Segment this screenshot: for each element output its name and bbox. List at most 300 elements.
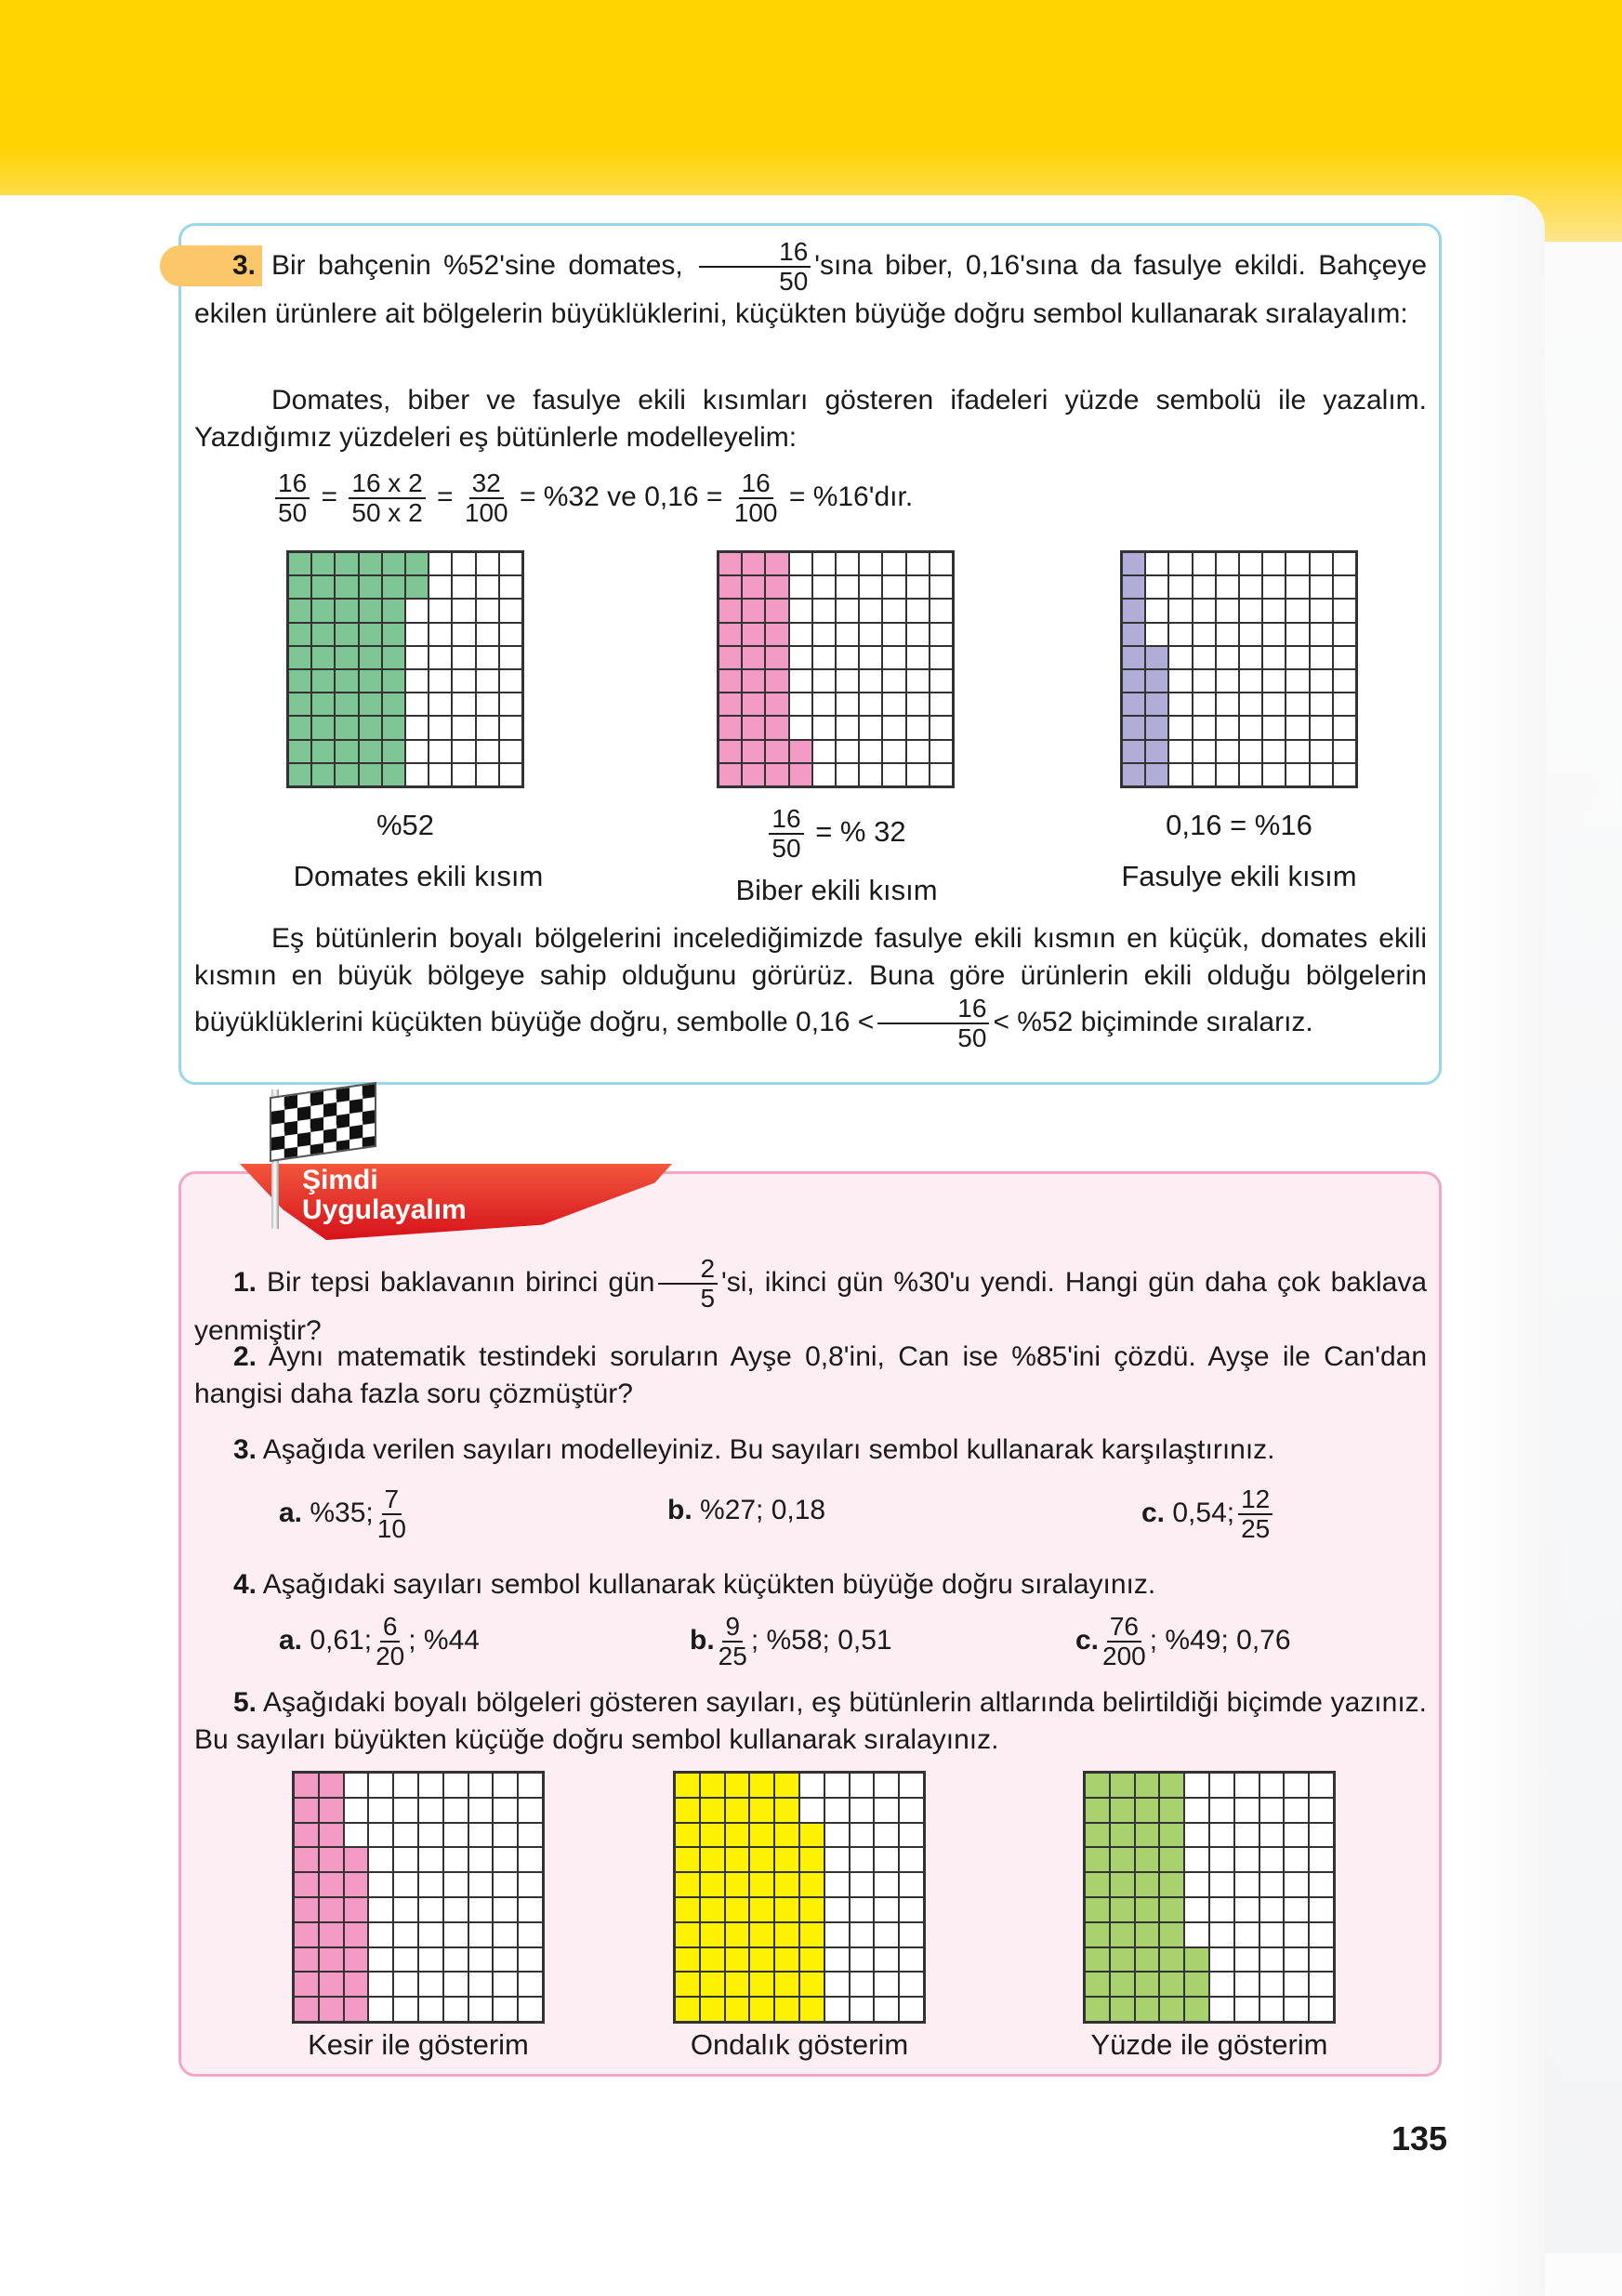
grid-cell <box>700 1823 725 1848</box>
grid-cell <box>882 716 905 739</box>
grid-cell <box>765 716 788 739</box>
grid-cell <box>1286 669 1309 693</box>
grid-cell <box>294 1922 319 1947</box>
grid-cell <box>749 1897 774 1922</box>
grid-cell <box>429 693 452 716</box>
tomato-grid <box>286 550 524 788</box>
grid-cell <box>1159 1847 1184 1872</box>
grid-cell <box>675 1872 700 1897</box>
grid-cell <box>1333 716 1356 739</box>
grid-cell <box>789 763 812 786</box>
grid-cell <box>1286 599 1309 622</box>
q4-c: c. $\frac{76}{200}$ ; %49; 0,76 <box>1075 1612 1291 1670</box>
grid-cell <box>742 646 765 669</box>
grid-cell <box>382 599 405 622</box>
grid-cell <box>749 1823 774 1848</box>
grid-cell <box>335 669 358 693</box>
grid-cell <box>1284 1972 1309 1997</box>
grid-cell <box>1168 669 1192 693</box>
grid-cell <box>906 716 930 739</box>
grid-cell <box>882 599 905 622</box>
question-3: 3. Aşağıda verilen sayıları modelleyiniz. Bu sayıları sembol kullanarak karşılaştırınız. <box>233 1434 1275 1465</box>
grid-cell <box>493 1872 518 1897</box>
grid-cell <box>429 575 452 599</box>
grid-cell <box>452 646 475 669</box>
grid-cell <box>700 1897 725 1922</box>
grid-cell <box>874 1773 899 1798</box>
grid-cell <box>799 1798 824 1823</box>
q4-b: b. $\frac{9}{25}$ ; %58; 0,51 <box>690 1612 892 1670</box>
grid-cell <box>382 575 405 599</box>
grid-cell <box>499 669 522 693</box>
grid-cell <box>405 763 429 786</box>
grid-cell <box>1184 1947 1209 1973</box>
decimal-caption: Ondalık gösterim <box>690 2028 909 2061</box>
bean-grid <box>1120 550 1358 788</box>
grid-cell <box>812 646 836 669</box>
example-number: 3. <box>232 250 257 281</box>
grid-cell <box>294 1823 319 1848</box>
grid-cell <box>359 740 382 763</box>
grid-cell <box>1262 646 1286 669</box>
grid-cell <box>1239 716 1262 739</box>
grid-cell <box>836 669 859 693</box>
grid-cell <box>850 1922 875 1947</box>
grid-cell <box>1239 763 1262 786</box>
grid-cell <box>812 669 836 693</box>
grid-cell <box>319 1922 344 1947</box>
grid-cell <box>1122 716 1145 739</box>
grid-cell <box>1145 646 1168 669</box>
grid-cell <box>1284 1947 1309 1973</box>
grid-cell <box>700 1847 725 1872</box>
pepper-caption: Biber ekili kısım <box>735 874 938 906</box>
grid-cell <box>874 1823 899 1848</box>
grid-cell <box>359 646 382 669</box>
grid-cell <box>882 575 905 599</box>
grid-cell <box>882 623 905 646</box>
grid-cell <box>1309 1972 1334 1997</box>
grid-cell <box>429 716 452 739</box>
grid-cell <box>799 1897 824 1922</box>
grid-cell <box>443 1972 468 1997</box>
grid-cell <box>429 599 452 622</box>
grid-cell <box>899 1972 924 1997</box>
grid-cell <box>700 1922 725 1947</box>
grid-cell <box>765 599 788 622</box>
grid-cell <box>1085 1972 1110 1997</box>
grid-cell <box>1168 599 1192 622</box>
bean-caption: Fasulye ekili kısım <box>1121 860 1357 892</box>
grid-cell <box>725 1922 750 1947</box>
grid-cell <box>288 669 311 693</box>
grid-cell <box>1110 1972 1135 1997</box>
grid-cell <box>836 599 859 622</box>
percent-grid <box>1083 1771 1336 2024</box>
grid-cell <box>1284 1922 1309 1947</box>
grid-cell <box>850 1823 875 1848</box>
grid-cell <box>1085 1897 1110 1922</box>
grid-cell <box>859 669 882 693</box>
grid-cell <box>1310 693 1333 716</box>
grid-cell <box>405 599 429 622</box>
grid-cell <box>1122 623 1145 646</box>
q3-c: c. 0,54; $\frac{12}{25}$ <box>1141 1485 1276 1543</box>
grid-cell <box>824 1773 850 1798</box>
grid-cell <box>393 1922 418 1947</box>
grid-cell <box>1239 575 1262 599</box>
grid-cell <box>311 575 335 599</box>
grid-cell <box>418 1798 443 1823</box>
grid-cell <box>288 693 311 716</box>
q3-b: b. %27; 0,18 <box>667 1495 826 1525</box>
grid-cell <box>493 1997 518 2022</box>
grid-cell <box>452 716 475 739</box>
decimal-grid <box>673 1771 926 2024</box>
grid-cell <box>906 740 930 763</box>
grid-cell <box>418 1997 443 2022</box>
grid-cell <box>1262 599 1286 622</box>
grid-cell <box>1110 1997 1135 2022</box>
grid-cell <box>812 623 836 646</box>
tomato-value: %52 <box>376 809 435 841</box>
grid-cell <box>1259 1823 1285 1848</box>
grid-cell <box>882 552 905 575</box>
grid-cell <box>1216 599 1239 622</box>
grid-cell <box>368 1972 393 1997</box>
grid-cell <box>311 552 335 575</box>
grid-cell <box>859 716 882 739</box>
grid-cell <box>882 763 905 786</box>
grid-cell <box>476 669 499 693</box>
grid-cell <box>899 1823 924 1848</box>
grid-cell <box>882 693 905 716</box>
grid-cell <box>468 1872 494 1897</box>
grid-cell <box>1234 1997 1259 2022</box>
grid-cell <box>1122 669 1145 693</box>
grid-cell <box>476 623 499 646</box>
grid-cell <box>443 1872 468 1897</box>
grid-cell <box>749 1947 774 1973</box>
grid-cell <box>382 623 405 646</box>
grid-cell <box>1110 1897 1135 1922</box>
grid-cell <box>1284 1798 1309 1823</box>
grid-cell <box>1159 1773 1184 1798</box>
grid-cell <box>1309 1798 1334 1823</box>
grid-cell <box>1122 552 1145 575</box>
grid-cell <box>1122 575 1145 599</box>
grid-cell <box>906 693 930 716</box>
grid-cell <box>493 1972 518 1997</box>
grid-cell <box>850 1997 875 2022</box>
grid-cell <box>850 1773 875 1798</box>
grid-cell <box>799 1773 824 1798</box>
grid-cell <box>1168 575 1192 599</box>
grid-cell <box>368 1847 393 1872</box>
grid-cell <box>1234 1773 1259 1798</box>
grid-cell <box>700 1773 725 1798</box>
grid-cell <box>368 1947 393 1973</box>
grid-cell <box>1110 1823 1135 1848</box>
grid-cell <box>476 646 499 669</box>
grid-cell <box>518 1997 543 2022</box>
grid-cell <box>675 1997 700 2022</box>
grid-cell <box>874 1897 899 1922</box>
grid-cell <box>344 1798 369 1823</box>
grid-cell <box>836 623 859 646</box>
grid-cell <box>429 623 452 646</box>
grid-cell <box>1184 1922 1209 1947</box>
grid-cell <box>1333 575 1356 599</box>
grid-cell <box>765 646 788 669</box>
grid-cell <box>319 1847 344 1872</box>
grid-cell <box>335 740 358 763</box>
grid-cell <box>675 1897 700 1922</box>
grid-cell <box>765 669 788 693</box>
grid-cell <box>1333 693 1356 716</box>
grid-cell <box>1234 1947 1259 1973</box>
grid-cell <box>812 716 836 739</box>
grid-cell <box>1262 623 1286 646</box>
grid-cell <box>1259 1997 1285 2022</box>
grid-cell <box>1209 1897 1234 1922</box>
grid-cell <box>1085 1872 1110 1897</box>
grid-cell <box>368 1773 393 1798</box>
grid-cell <box>874 1997 899 2022</box>
grid-cell <box>824 1847 850 1872</box>
grid-cell <box>405 669 429 693</box>
grid-cell <box>765 693 788 716</box>
grid-cell <box>319 1798 344 1823</box>
grid-cell <box>1286 693 1309 716</box>
grid-cell <box>288 646 311 669</box>
grid-cell <box>359 716 382 739</box>
grid-cell <box>1333 763 1356 786</box>
grid-cell <box>468 1823 494 1848</box>
grid-cell <box>859 646 882 669</box>
grid-cell <box>742 669 765 693</box>
grid-cell <box>518 1897 543 1922</box>
grid-cell <box>725 1897 750 1922</box>
grid-cell <box>1135 1947 1160 1973</box>
pepper-grid <box>717 550 955 788</box>
grid-cell <box>1262 552 1286 575</box>
grid-cell <box>1239 623 1262 646</box>
grid-cell <box>700 1997 725 2022</box>
grid-cell <box>1122 646 1145 669</box>
grid-cell <box>930 646 953 669</box>
grid-cell <box>476 740 499 763</box>
grid-cell <box>359 693 382 716</box>
grid-cell <box>700 1872 725 1897</box>
grid-cell <box>930 599 953 622</box>
grid-cell <box>742 623 765 646</box>
grid-cell <box>468 1922 494 1947</box>
grid-cell <box>476 763 499 786</box>
grid-cell <box>499 716 522 739</box>
grid-cell <box>452 552 475 575</box>
grid-cell <box>899 1997 924 2022</box>
grid-cell <box>405 716 429 739</box>
grid-cell <box>1145 763 1168 786</box>
grid-cell <box>859 693 882 716</box>
grid-cell <box>294 1773 319 1798</box>
grid-cell <box>899 1798 924 1823</box>
grid-cell <box>1309 1897 1334 1922</box>
grid-cell <box>1145 693 1168 716</box>
grid-cell <box>1216 646 1239 669</box>
grid-cell <box>1184 1997 1209 2022</box>
grid-cell <box>1216 763 1239 786</box>
grid-cell <box>335 599 358 622</box>
grid-cell <box>1216 740 1239 763</box>
grid-cell <box>1184 1897 1209 1922</box>
grid-cell <box>749 1872 774 1897</box>
grid-cell <box>1085 1773 1110 1798</box>
grid-cell <box>1110 1922 1135 1947</box>
grid-cell <box>899 1922 924 1947</box>
grid-cell <box>382 693 405 716</box>
grid-cell <box>1262 716 1286 739</box>
grid-cell <box>476 552 499 575</box>
grid-cell <box>719 693 742 716</box>
grid-cell <box>850 1947 875 1973</box>
grid-cell <box>859 552 882 575</box>
grid-cell <box>499 623 522 646</box>
grid-cell <box>288 740 311 763</box>
grid-cell <box>476 716 499 739</box>
grid-cell <box>859 623 882 646</box>
grid-cell <box>294 1972 319 1997</box>
grid-cell <box>799 1922 824 1947</box>
grid-cell <box>1310 716 1333 739</box>
example-intro <box>194 238 1427 333</box>
grid-cell <box>418 1897 443 1922</box>
grid-cell <box>1110 1872 1135 1897</box>
grid-cell <box>1259 1872 1285 1897</box>
grid-cell <box>1193 693 1216 716</box>
grid-cell <box>899 1872 924 1897</box>
grid-cell <box>1239 599 1262 622</box>
grid-cell <box>789 716 812 739</box>
grid-cell <box>675 1798 700 1823</box>
grid-cell <box>742 552 765 575</box>
grid-cell <box>1333 599 1356 622</box>
grid-cell <box>906 623 930 646</box>
grid-cell <box>1286 552 1309 575</box>
grid-cell <box>499 740 522 763</box>
grid-cell <box>368 1823 393 1848</box>
grid-cell <box>1145 575 1168 599</box>
grid-cell <box>906 599 930 622</box>
grid-cell <box>765 763 788 786</box>
grid-cell <box>405 623 429 646</box>
grid-cell <box>1234 1798 1259 1823</box>
grid-cell <box>382 669 405 693</box>
grid-cell <box>429 740 452 763</box>
grid-cell <box>1145 669 1168 693</box>
grid-cell <box>1168 740 1192 763</box>
grid-cell <box>1110 1847 1135 1872</box>
grid-cell <box>443 1773 468 1798</box>
grid-cell <box>1310 646 1333 669</box>
q3-a: a. %35; $\frac{7}{10}$ <box>279 1484 406 1543</box>
grid-cell <box>499 693 522 716</box>
grid-cell <box>1259 1972 1285 1997</box>
grid-cell <box>742 599 765 622</box>
grid-cell <box>452 575 475 599</box>
grid-cell <box>812 599 836 622</box>
grid-cell <box>443 1947 468 1973</box>
grid-cell <box>812 552 836 575</box>
grid-cell <box>319 1897 344 1922</box>
grid-cell <box>850 1847 875 1872</box>
grid-cell <box>836 552 859 575</box>
grid-cell <box>1216 693 1239 716</box>
grid-cell <box>1168 763 1192 786</box>
grid-cell <box>1259 1773 1285 1798</box>
grid-cell <box>749 1922 774 1947</box>
grid-cell <box>368 1872 393 1897</box>
grid-cell <box>725 1823 750 1848</box>
grid-cell <box>824 1872 850 1897</box>
conclusion: Eş bütünlerin boyalı bölgelerini incelediğimizde fasulye ekili kısmın en küçük, domates ekili kısmın en büyük bölgeye sahip olduğunu görürüz. Buna göre ürünlerin ekili olduğu bölgelerin büyüklüklerini küçükten büyüğe doğru, sembolle 0,16 < $\frac{16}{50}$ < %52 biçiminde sıralarız. <box>194 923 1427 1052</box>
grid-cell <box>874 1847 899 1872</box>
grid-cell <box>1286 623 1309 646</box>
grid-cell <box>499 599 522 622</box>
grid-cell <box>859 763 882 786</box>
grid-cell <box>288 552 311 575</box>
grid-cell <box>1333 669 1356 693</box>
grid-cell <box>382 740 405 763</box>
grid-cell <box>288 599 311 622</box>
grid-cell <box>359 575 382 599</box>
grid-cell <box>725 1798 750 1823</box>
question-5: 5. Aşağıdaki boyalı bölgeleri gösteren sayıları, eş bütünlerin altlarında belirtildiği biçimde yazınız. Bu sayıları büyükten küçüğe doğru sembol kullanarak sıralayınız. <box>194 1687 1427 1755</box>
pepper-value: $\frac{16}{50}$ = % 32 <box>717 805 955 863</box>
grid-cell <box>393 1773 418 1798</box>
grid-cell <box>1168 646 1192 669</box>
grid-cell <box>1216 575 1239 599</box>
grid-cell <box>418 1947 443 1973</box>
q4-a: a. 0,61; $\frac{6}{20}$ ; %44 <box>279 1612 480 1670</box>
grid-cell <box>824 1798 850 1823</box>
grid-cell <box>311 669 335 693</box>
grid-cell <box>1259 1897 1285 1922</box>
grid-cell <box>1193 740 1216 763</box>
grid-cell <box>344 1922 369 1947</box>
grid-cell <box>1259 1798 1285 1823</box>
grid-cell <box>468 1847 494 1872</box>
grid-cell <box>774 1798 799 1823</box>
example-para: Domates, biber ve fasulye ekili kısımları gösteren ifadeleri yüzde sembolü ile yazalım. Yazdığımız yüzdeleri eş bütünlerle modelleyelim: <box>194 385 1427 453</box>
grid-cell <box>749 1773 774 1798</box>
grid-cell <box>824 1922 850 1947</box>
grid-cell <box>1259 1847 1285 1872</box>
grid-cell <box>1193 646 1216 669</box>
grid-cell <box>493 1897 518 1922</box>
grid-cell <box>1184 1972 1209 1997</box>
grid-cell <box>288 716 311 739</box>
grid-cell <box>344 1823 369 1848</box>
grid-cell <box>452 693 475 716</box>
grid-cell <box>812 740 836 763</box>
grid-cell <box>393 1847 418 1872</box>
grid-cell <box>719 740 742 763</box>
grid-cell <box>359 552 382 575</box>
grid-cell <box>700 1972 725 1997</box>
grid-cell <box>812 763 836 786</box>
